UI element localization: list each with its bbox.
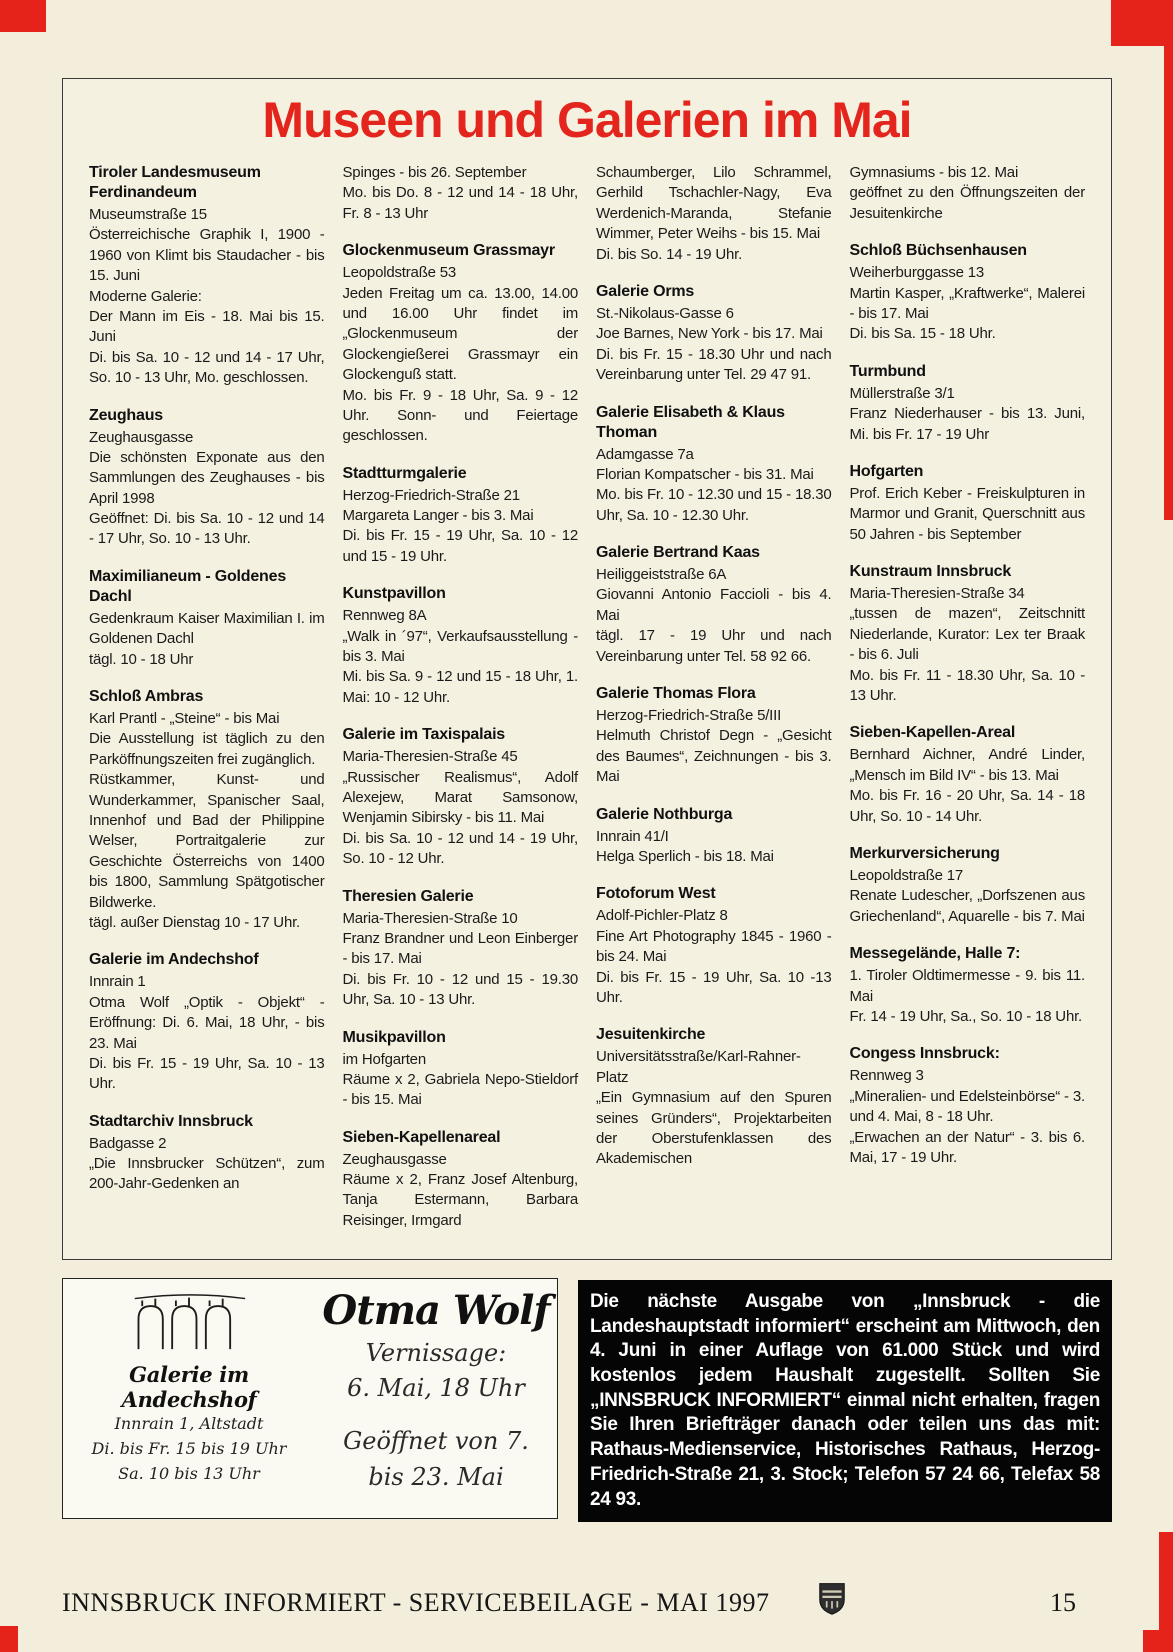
venue-name: Theresien Galerie (342, 887, 474, 905)
listing-column-2 (343, 163, 579, 1235)
otma-wolf-line: bis 23. Mai (368, 1462, 504, 1491)
otma-wolf-title: Otma Wolf (322, 1287, 550, 1334)
listings-box (62, 78, 1112, 1260)
page-edge-red-strip (1164, 0, 1173, 520)
listing-block (596, 805, 832, 868)
venue-detail: Giovanni Antonio Faccioli - bis 4. Mai (596, 586, 832, 624)
venue-detail: Innrain 1 (89, 973, 146, 991)
venue-detail: Leopoldstraße 17 (849, 866, 964, 884)
listing-block (343, 241, 579, 447)
listing-block (596, 684, 832, 788)
venue-detail: Di. bis Fr. 15 - 19 Uhr, Sa. 10 -13 Uhr. (596, 968, 832, 1006)
venue-name: Galerie im Andechshof (89, 951, 259, 969)
venue-detail: Rüstkammer, Kunst- und Wunderkammer, Spanischer Saal, Innenhof und Bad der Philippine Welser, Portraitgalerie zur Geschichte Österreichs von 1400 bis 1800, Sammlung Spätgotischer Bildwerke. (89, 771, 325, 911)
venue-detail: Der Mann im Eis - 18. Mai bis 15. Juni (89, 307, 325, 346)
andechshof-ad-box (62, 1278, 558, 1519)
venue-detail: „Die Innsbrucker Schützen“, zum 200-Jahr-Gedenken an (89, 1155, 325, 1193)
listing-block (596, 1025, 832, 1169)
andechshof-ad-name: Galerie im Andechshof (121, 1362, 257, 1412)
listing-block (850, 362, 1086, 445)
venue-detail: Otma Wolf „Optik - Objekt“ - Eröffnung: Di. 6. Mai, 18 Uhr, - bis 23. Mai (89, 993, 325, 1052)
venue-detail: Schaumberger, Lilo Schrammel, Gerhild Tschachler-Nagy, Eva Werdenich-Maranda, Stefanie Wimmer, Peter Weihs - bis 15. Mai (596, 164, 832, 243)
listing-block (89, 163, 325, 389)
venue-detail: Weiherburggasse 13 (849, 264, 985, 282)
venue-detail: Badgasse 2 (89, 1134, 167, 1152)
venue-detail: Zeughausgasse (342, 1150, 447, 1168)
venue-detail: Adolf-Pichler-Platz 8 (596, 907, 728, 925)
venue-name: Sieben-Kapellen-Areal (849, 724, 1016, 742)
venue-detail: „Walk in ´97“, Verkaufsausstellung - bis 3. Mai (342, 627, 578, 666)
footer-bar (62, 1588, 1112, 1628)
venue-detail: Die schönsten Exponate aus den Sammlungen des Zeughauses - bis April 1998 (89, 448, 325, 507)
listing-block (89, 1112, 325, 1195)
venue-detail: Di. bis Fr. 15 - 19 Uhr, Sa. 10 - 12 und 15 - 19 Uhr. (342, 527, 578, 565)
venue-detail: Räume x 2, Franz Josef Altenburg, Tanja Estermann, Barbara Reisinger, Irmgard (342, 1171, 578, 1229)
venue-detail: Gymnasiums - bis 12. Mai (849, 164, 1019, 181)
venue-name: Jesuitenkirche (596, 1026, 706, 1044)
venue-detail: Rennweg 8A (342, 607, 427, 625)
venue-detail: Geöffnet: Di. bis Sa. 10 - 12 und 14 - 17 Uhr, So. 10 - 13 Uhr. (89, 510, 325, 548)
venue-name: Congess Innsbruck: (849, 1045, 1000, 1063)
listing-block (89, 567, 325, 670)
venue-detail: tägl. außer Dienstag 10 - 17 Uhr. (89, 913, 301, 931)
venue-name: Tiroler Landesmuseum Ferdinandeum (89, 164, 261, 201)
listing-block (596, 543, 832, 667)
venue-name: Galerie Thomas Flora (596, 685, 756, 703)
venue-detail: Innrain 41/I (596, 827, 669, 845)
listing-block (850, 241, 1086, 345)
venue-detail: St.-Nikolaus-Gasse 6 (596, 304, 734, 322)
venue-name: Hofgarten (849, 462, 924, 480)
venue-detail: Müllerstraße 3/1 (849, 384, 955, 402)
venue-detail: Österreichische Graphik I, 1900 - 1960 von Klimt bis Staudacher - bis 15. Juni (89, 226, 325, 285)
listing-block (850, 944, 1086, 1027)
venue-detail: Helga Sperlich - bis 18. Mai (596, 847, 774, 865)
listing-block (596, 282, 832, 386)
venue-detail: „Erwachen an der Natur“ - 3. bis 6. Mai, 17 - 19 Uhr. (849, 1128, 1085, 1166)
listing-column-4 (850, 163, 1086, 1235)
venue-detail: Helmuth Christof Degn - „Gesicht des Baumes“, Zeichnungen - bis 3. Mai (596, 727, 832, 786)
venue-detail: Die Ausstellung ist täglich zu den Parköffnungszeiten frei zugänglich. (89, 730, 325, 768)
listing-block (89, 406, 325, 550)
venue-detail: Margareta Langer - bis 3. Mai (342, 507, 534, 525)
venue-name: Stadtarchiv Innsbruck (89, 1112, 253, 1130)
listing-block (850, 844, 1086, 927)
venue-detail: Di. bis Sa. 15 - 18 Uhr. (849, 325, 996, 343)
venue-detail: Renate Ludescher, „Dorfszenen aus Griechenland“, Aquarelle - bis 7. Mai (849, 887, 1085, 925)
venue-detail: Florian Kompatscher - bis 31. Mai (596, 465, 814, 483)
listing-columns (63, 149, 1111, 1253)
listing-block (343, 887, 579, 1011)
venue-name: Galerie im Taxispalais (342, 726, 506, 744)
page-title: Museen und Galerien im Mai (262, 92, 912, 148)
venue-detail: Rennweg 3 (849, 1067, 924, 1085)
venue-detail: Heiliggeiststraße 6A (596, 566, 727, 584)
venue-detail: Adamgasse 7a (596, 445, 694, 463)
venue-name: Messegelände, Halle 7: (849, 945, 1021, 963)
venue-detail: Fr. 14 - 19 Uhr, Sa., So. 10 - 18 Uhr. (849, 1007, 1083, 1025)
venue-detail: Gedenkraum Kaiser Maximilian I. im Goldenen Dachl (89, 609, 325, 648)
venue-detail: Mi. bis Sa. 9 - 12 und 15 - 18 Uhr, 1. Mai: 10 - 12 Uhr. (342, 668, 578, 706)
listing-block (850, 1044, 1086, 1168)
venue-detail: „Ein Gymnasium auf den Spuren seines Gründers“, Projektarbeiten der Oberstufenklassen des Akademischen (596, 1089, 832, 1168)
listing-column-3 (596, 163, 832, 1235)
venue-detail: Di. bis Sa. 10 - 12 und 14 - 17 Uhr, So. 10 - 13 Uhr, Mo. geschlossen. (89, 348, 325, 387)
listing-block (89, 687, 325, 933)
venue-name: Merkurversicherung (849, 844, 1000, 862)
venue-detail: Spinges - bis 26. September (342, 164, 527, 181)
venue-detail: Di. bis Sa. 10 - 12 und 14 - 19 Uhr, So. 10 - 12 Uhr. (342, 829, 578, 868)
andechshof-ad-line: Di. bis Fr. 15 bis 19 Uhr (91, 1438, 287, 1458)
listing-block (850, 163, 1086, 224)
otma-wolf-line: Vernissage: (365, 1339, 507, 1367)
venue-detail: Leopoldstraße 53 (342, 264, 457, 282)
listing-block (343, 725, 579, 869)
venue-name: Fotoforum West (596, 885, 716, 903)
listing-column-1 (89, 163, 325, 1235)
venue-detail: Di. bis Fr. 10 - 12 und 15 - 19.30 Uhr, Sa. 10 - 13 Uhr. (342, 970, 578, 1009)
venue-detail: Museumstraße 15 (89, 206, 207, 223)
venue-detail: Universitätsstraße/Karl-Rahner-Platz (596, 1048, 801, 1086)
venue-detail: Mo. bis Fr. 16 - 20 Uhr, Sa. 14 - 18 Uhr, So. 10 - 14 Uhr. (849, 787, 1085, 825)
listing-block (850, 562, 1086, 706)
venue-detail: Franz Brandner und Leon Einberger - bis 17. Mai (342, 929, 578, 968)
venue-detail: Moderne Galerie: (89, 287, 202, 305)
otma-wolf-line: 6. Mai, 18 Uhr (347, 1374, 525, 1403)
venue-detail: Di. bis Fr. 15 - 19 Uhr, Sa. 10 - 13 Uhr. (89, 1054, 325, 1093)
listing-block (343, 1028, 579, 1111)
venue-detail: Maria-Theresien-Straße 34 (849, 585, 1025, 603)
venue-detail: Zeughausgasse (89, 428, 194, 446)
otma-wolf-ad (315, 1279, 557, 1518)
listing-block (596, 884, 832, 1008)
venue-name: Kunstraum Innsbruck (849, 563, 1012, 581)
venue-detail: Mo. bis Fr. 11 - 18.30 Uhr, Sa. 10 - 13 Uhr. (849, 666, 1085, 705)
listing-block (343, 1128, 579, 1232)
venue-detail: „Mineralien- und Edelsteinbörse“ - 3. und 4. Mai, 8 - 18 Uhr. (849, 1087, 1085, 1126)
venue-name: Stadtturmgalerie (342, 464, 467, 482)
listing-block (596, 403, 832, 527)
venue-detail: Mo. bis Fr. 10 - 12.30 und 15 - 18.30 Uhr, Sa. 10 - 12.30 Uhr. (596, 486, 832, 524)
venue-name: Galerie Elisabeth & Klaus Thoman (596, 403, 785, 441)
venue-detail: „tussen de mazen“, Zeitschnitt Niederlande, Kurator: Lex ter Braak - bis 6. Juli (849, 605, 1085, 664)
venue-detail: geöffnet zu den Öffnungszeiten der Jesuitenkirche (849, 184, 1085, 222)
venue-name: Glockenmuseum Grassmayr (342, 242, 555, 260)
page-edge-red-corner (0, 1626, 18, 1652)
venue-detail: tägl. 10 - 18 Uhr (89, 650, 194, 668)
venue-name: Turmbund (849, 362, 926, 380)
andechshof-ad-line: Innrain 1, Altstadt (114, 1414, 264, 1433)
venue-detail: Herzog-Friedrich-Straße 21 (342, 486, 520, 504)
andechshof-ad-line: Sa. 10 bis 13 Uhr (118, 1463, 260, 1483)
andechshof-ad-left (63, 1279, 315, 1518)
venue-name: Schloß Ambras (89, 688, 204, 706)
andechshof-arches-logo (123, 1293, 255, 1356)
venue-detail: Martin Kasper, „Kraftwerke“, Malerei - bis 17. Mai (849, 284, 1085, 322)
page-edge-red-corner (1143, 1630, 1173, 1652)
listing-block (343, 163, 579, 224)
listing-block (343, 584, 579, 708)
innsbruck-coat-of-arms-icon (818, 1582, 846, 1623)
venue-name: Maximilianeum - Goldenes Dachl (89, 567, 287, 605)
venue-name: Musikpavillon (342, 1028, 446, 1046)
venue-detail: Fine Art Photography 1845 - 1960 - bis 24. Mai (596, 927, 832, 966)
listing-block (850, 723, 1086, 827)
page-number: 15 (1050, 1588, 1076, 1617)
venue-detail: 1. Tiroler Oldtimermesse - 9. bis 11. Mai (849, 967, 1085, 1005)
venue-detail: Di. bis Fr. 15 - 18.30 Uhr und nach Vereinbarung unter Tel. 29 47 91. (596, 345, 832, 384)
venue-detail: Herzog-Friedrich-Straße 5/III (596, 707, 782, 725)
venue-name: Kunstpavillon (342, 585, 446, 603)
venue-detail: Joe Barnes, New York - bis 17. Mai (596, 325, 823, 343)
venue-name: Galerie Orms (596, 282, 695, 300)
listing-block (89, 950, 325, 1094)
venue-detail: Di. bis So. 14 - 19 Uhr. (596, 245, 743, 263)
page-edge-red-corner (0, 0, 46, 32)
next-issue-notice: Die nächste Ausgabe von „Innsbruck - die Landeshauptstadt informiert“ erscheint am Mittwoch, den 4. Juni in einer Auflage von 61.000 Stück und wird kostenlos jedem Haushalt zugestellt. Sollten Sie „INNSBRUCK INFORMIERT“ einmal nicht erhalten, fragen Sie Ihren Briefträger danach oder teilen uns das mit: Rathaus-Medienservice, Historisches Rathaus, Herzog-Friedrich-Straße 21, 3. Stock; Telefon 57 24 66, Telefax 58 24 93. (578, 1280, 1112, 1522)
venue-detail: „Russischer Realismus“, Adolf Alexejew, Marat Samsonow, Wenjamin Sibirsky - bis 11. Mai (342, 768, 578, 827)
otma-wolf-line: Geöffnet von 7. (343, 1427, 529, 1456)
footer-imprint: INNSBRUCK INFORMIERT - SERVICEBEILAGE - MAI 1997 (62, 1588, 770, 1617)
venue-name: Schloß Büchsenhausen (849, 242, 1027, 260)
venue-detail: Mo. bis Fr. 9 - 18 Uhr, Sa. 9 - 12 Uhr. Sonn- und Feiertage geschlossen. (342, 386, 578, 445)
venue-detail: Räume x 2, Gabriela Nepo-Stieldorf - bis 15. Mai (342, 1070, 578, 1109)
venue-name: Galerie Nothburga (596, 805, 733, 823)
venue-detail: tägl. 17 - 19 Uhr und nach Vereinbarung unter Tel. 58 92 66. (596, 627, 832, 665)
venue-detail: Mo. bis Do. 8 - 12 und 14 - 18 Uhr, Fr. 8 - 13 Uhr (342, 184, 578, 222)
venue-name: Zeughaus (89, 406, 163, 424)
venue-detail: Bernhard Aichner, André Linder, „Mensch im Bild IV“ - bis 13. Mai (849, 746, 1085, 784)
venue-detail: im Hofgarten (342, 1050, 426, 1068)
venue-detail: Maria-Theresien-Straße 10 (342, 909, 518, 927)
listing-block (343, 464, 579, 568)
venue-name: Galerie Bertrand Kaas (596, 544, 760, 562)
listing-block (596, 163, 832, 265)
venue-detail: Maria-Theresien-Straße 45 (342, 748, 518, 766)
venue-detail: Prof. Erich Keber - Freiskulpturen in Marmor und Granit, Querschnitt aus 50 Jahren - bis September (849, 484, 1085, 543)
venue-detail: Karl Prantl - „Steine“ - bis Mai (89, 710, 280, 728)
venue-detail: Jeden Freitag um ca. 13.00, 14.00 und 16.00 Uhr findet im „Glockenmuseum der Glockengießerei Grassmayr ein Glockenguß statt. (342, 284, 578, 384)
venue-detail: Franz Niederhauser - bis 13. Juni, Mi. bis Fr. 17 - 19 Uhr (849, 405, 1085, 443)
listing-block (850, 462, 1086, 545)
venue-name: Sieben-Kapellenareal (342, 1128, 501, 1146)
